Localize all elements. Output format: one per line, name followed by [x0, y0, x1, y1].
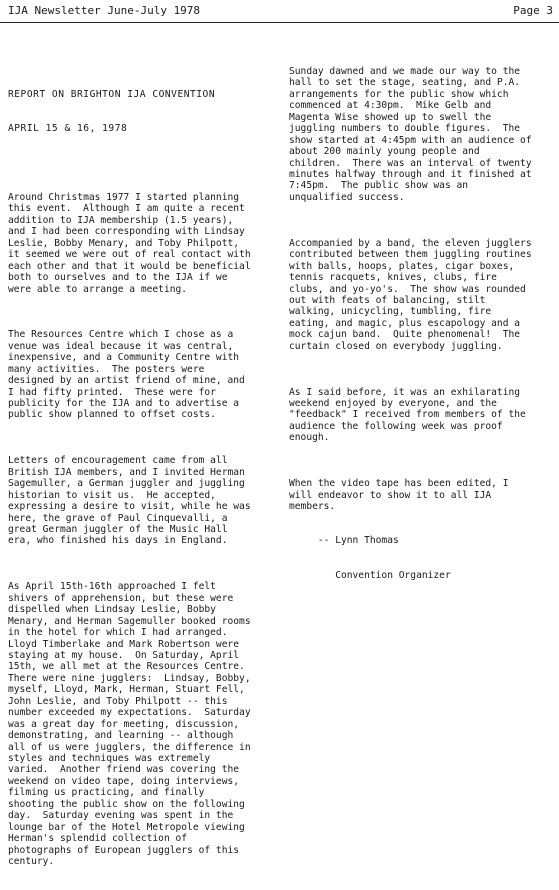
signature-name: -- Lynn Thomas: [289, 535, 399, 547]
article-title-line-2: APRIL 15 & 16, 1978: [8, 123, 128, 135]
article-title-line-1: REPORT ON BRIGHTON IJA CONVENTION: [8, 88, 216, 100]
paragraph-video: When the video tape has been edited, I will endeavor to show it to all IJA members.: [289, 478, 509, 513]
paragraph-letters: Letters of encouragement came from all British IJA members, and I invited Herman Sagemuller, a German juggler and juggling historian to visit us. He accepted, expressing a desire to visit, while he was here, the grave of Paul Cinquevalli, a great German juggler of the Music Hall era, who finished his days in England.: [8, 455, 251, 547]
paragraph-feedback: As I said before, it was an exhilarating weekend enjoyed by everyone, and the "feedback" I received from members of the audience the following week was proof enough.: [289, 386, 526, 444]
article-title: [8, 66, 278, 158]
paragraph-sunday: Sunday dawned and we made our way to the hall to set the stage, seating, and P.A. arrangements for the public show which commenced at 4:30pm. Mike Gelb and Magenta Wise showed up to swell the juggling numbers to double figures. The show started at 4:45pm with an audience of about 200 mainly young people and children. There was an interval of twenty minutes halfway through and it finished at 7:45pm. The public show was an unqualified success.: [289, 65, 532, 203]
right-column: [289, 43, 557, 593]
left-column: [8, 43, 278, 890]
page-number: Page 3: [513, 4, 553, 17]
paragraph-venue: The Resources Centre which I chose as a venue was ideal because it was central, inexpensive, and a Community Centre with many activities. The posters were designed by an artist friend of mine, and I had fifty printed. These were for publicity for the IJA and to advertise a public show planned to offset costs.: [8, 329, 245, 421]
newsletter-title: IJA Newsletter June-July 1978: [8, 4, 201, 17]
paragraph-saturday: As April 15th-16th approached I felt shivers of apprehension, but these were dispelled when Lindsay Leslie, Bobby Menary, and Herman Sagemuller booked rooms in the hotel for which I had arranged. Lloyd Timberlake and Mark Robertson were staying at my house. On Saturday, April 15th, we all met at the Resources Centre. There were nine jugglers: Lindsay, Bobby, myself, Lloyd, Mark, Herman, Stuart Fell, John Leslie, and Toby Philpott -- this number exceeded my expectations. Saturday was a great day for meeting, discussion, demonstrating, and learning -- although all of us were jugglers, the difference in styles and techniques was extremely varied. Another friend was covering the weekend on video tape, doing interviews, filming us practicing, and finally shooting the public show on the following day. Saturday evening was spent in the lounge bar of the Hotel Metropole viewing Herman's splendid collection of photographs of European jugglers of this century.: [8, 581, 251, 868]
page-header: [0, 0, 559, 23]
signature-title: Convention Organizer: [289, 569, 451, 581]
paragraph-planning: Around Christmas 1977 I started planning this event. Although I am quite a recent addition to IJA membership (1.5 years), and I had been corresponding with Lindsay Leslie, Bobby Menary, and Toby Philpott, it seemed we were out of real contact with each other and that it would be beneficial both to ourselves and to the IJA if we were able to arrange a meeting.: [8, 191, 251, 295]
paragraph-show: Accompanied by a band, the eleven jugglers contributed between them juggling routines with balls, hoops, plates, cigar boxes, tennis racquets, knives, clubs, fire clubs, and yo-yo's. The show was rounded out with feats of balancing, stilt walking, unicycling, tumbling, fire eating, and magic, plus escapology and a mock cajun band. Quite phenomenal! The curtain closed on everybody juggling.: [289, 237, 532, 352]
